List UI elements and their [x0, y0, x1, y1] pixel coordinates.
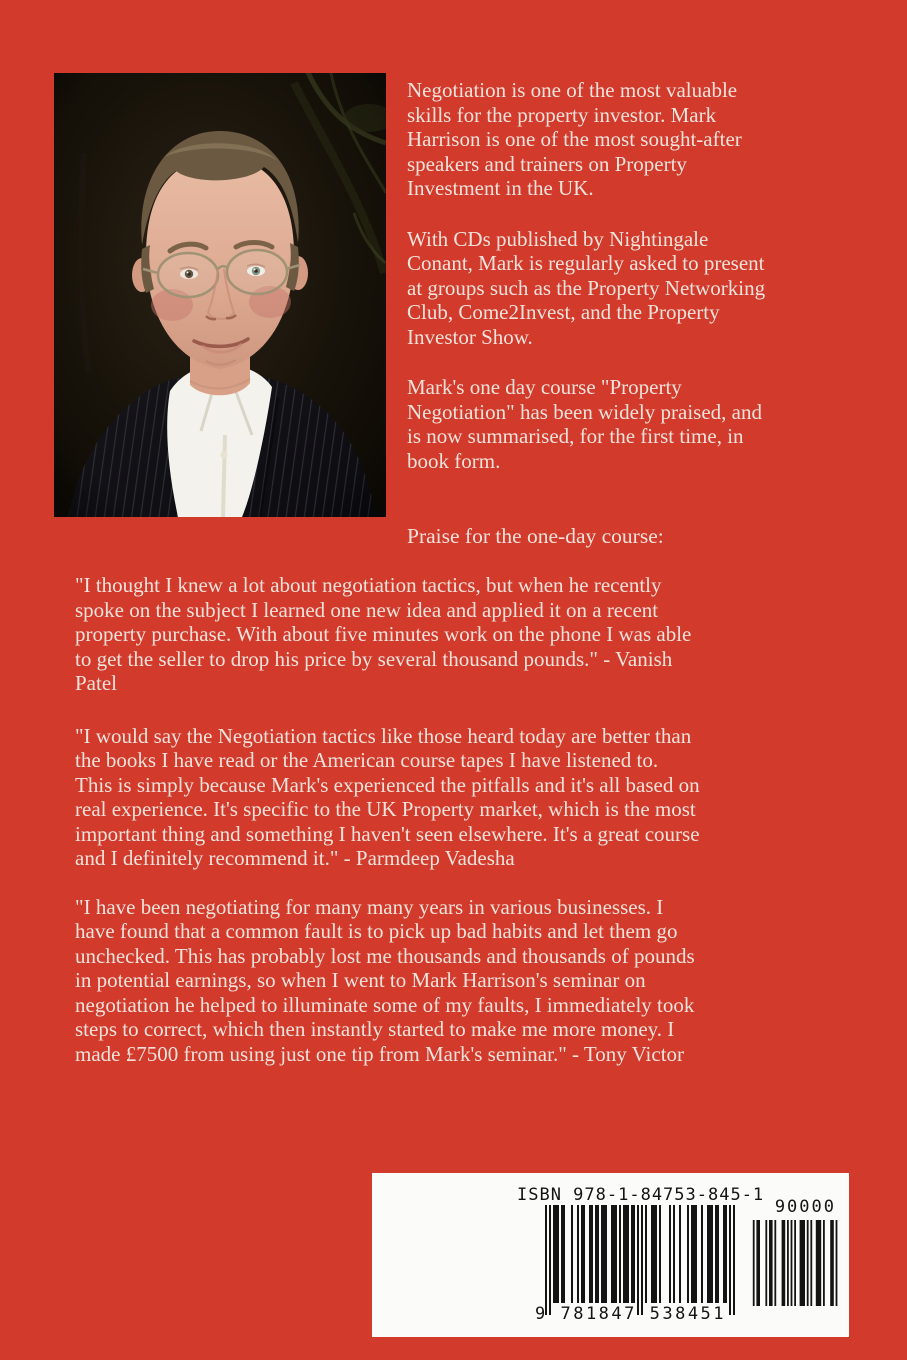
- text-line: Mark's one day course "Property: [407, 375, 682, 399]
- intro-paragraph-1: [407, 78, 887, 201]
- testimonial-quote-tony-victor: [75, 895, 875, 1067]
- text-line: to get the seller to drop his price by several thousand pounds." - Vanish: [75, 646, 673, 671]
- text-line: unchecked. This has probably lost me thousands and thousands of pounds: [75, 943, 695, 968]
- text-line: speakers and trainers on Property: [407, 151, 687, 176]
- text-line: Patel: [75, 671, 117, 695]
- text-line: have found that a common fault is to pick up bad habits and let them go: [75, 919, 678, 943]
- text-line: Negotiation" has been widely praised, and: [407, 399, 762, 424]
- text-line: the books I have read or the American course tapes I have listened to.: [75, 748, 659, 772]
- text-line: With CDs published by Nightingale: [407, 226, 709, 251]
- testimonial-quote-vanish-patel: [75, 573, 875, 696]
- isbn-barcode-block: [372, 1173, 849, 1337]
- praise-heading: Praise for the one-day course:: [407, 524, 664, 548]
- testimonial-quote-parmdeep-vadesha: [75, 724, 875, 871]
- isbn-label: ISBN 978-1-84753-845-1: [517, 1185, 765, 1205]
- text-line: Investor Show.: [407, 324, 533, 349]
- ean13-barcode: [545, 1205, 735, 1317]
- text-line: important thing and something I haven't seen elsewhere. It's a great course: [75, 821, 700, 846]
- intro-text-column: [407, 78, 887, 499]
- text-line: made £7500 from using just one tip from Mark's seminar." - Tony Victor: [75, 1041, 685, 1066]
- isbn-digits: 9 781847 538451: [535, 1304, 727, 1324]
- text-line: spoke on the subject I learned one new idea and applied it on a recent: [75, 597, 659, 622]
- text-line: negotiation he helped to illuminate some of my faults, I immediately took: [75, 992, 695, 1017]
- text-line: Conant, Mark is regularly asked to present: [407, 251, 765, 275]
- text-line: real experience. It's specific to the UK Property market, which is the most: [75, 797, 696, 821]
- ean5-addon-barcode: [751, 1220, 838, 1306]
- text-line: Investment in the UK.: [407, 176, 594, 200]
- author-portrait-image: [54, 73, 386, 517]
- text-line: property purchase. With about five minutes work on the phone I was able: [75, 622, 692, 646]
- intro-paragraph-2: [407, 227, 887, 350]
- testimonials-section: [75, 573, 875, 1066]
- text-line: at groups such as the Property Networking: [407, 275, 766, 300]
- text-line: Negotiation is one of the most valuable: [407, 78, 738, 102]
- text-line: Harrison is one of the most sought-after: [407, 127, 742, 151]
- barcode-addon-value: 90000: [774, 1197, 836, 1217]
- text-line: "I would say the Negotiation tactics like those heard today are better than: [75, 723, 692, 748]
- text-line: This is simply because Mark's experienced the pitfalls and it's all based on: [75, 772, 700, 797]
- text-line: "I thought I knew a lot about negotiation tactics, but when he recently: [75, 573, 662, 597]
- intro-paragraph-3: [407, 375, 887, 473]
- text-line: book form.: [407, 448, 501, 473]
- text-line: "I have been negotiating for many many years in various businesses. I: [75, 894, 664, 919]
- text-line: skills for the property investor. Mark: [407, 102, 717, 127]
- author-photo: [54, 73, 386, 517]
- text-line: steps to correct, which then instantly started to make me more money. I: [75, 1017, 675, 1041]
- text-line: is now summarised, for the first time, in: [407, 424, 744, 448]
- text-line: Club, Come2Invest, and the Property: [407, 300, 720, 324]
- text-line: and I definitely recommend it." - Parmdeep Vadesha: [75, 846, 515, 870]
- text-line: in potential earnings, so when I went to Mark Harrison's seminar on: [75, 968, 646, 992]
